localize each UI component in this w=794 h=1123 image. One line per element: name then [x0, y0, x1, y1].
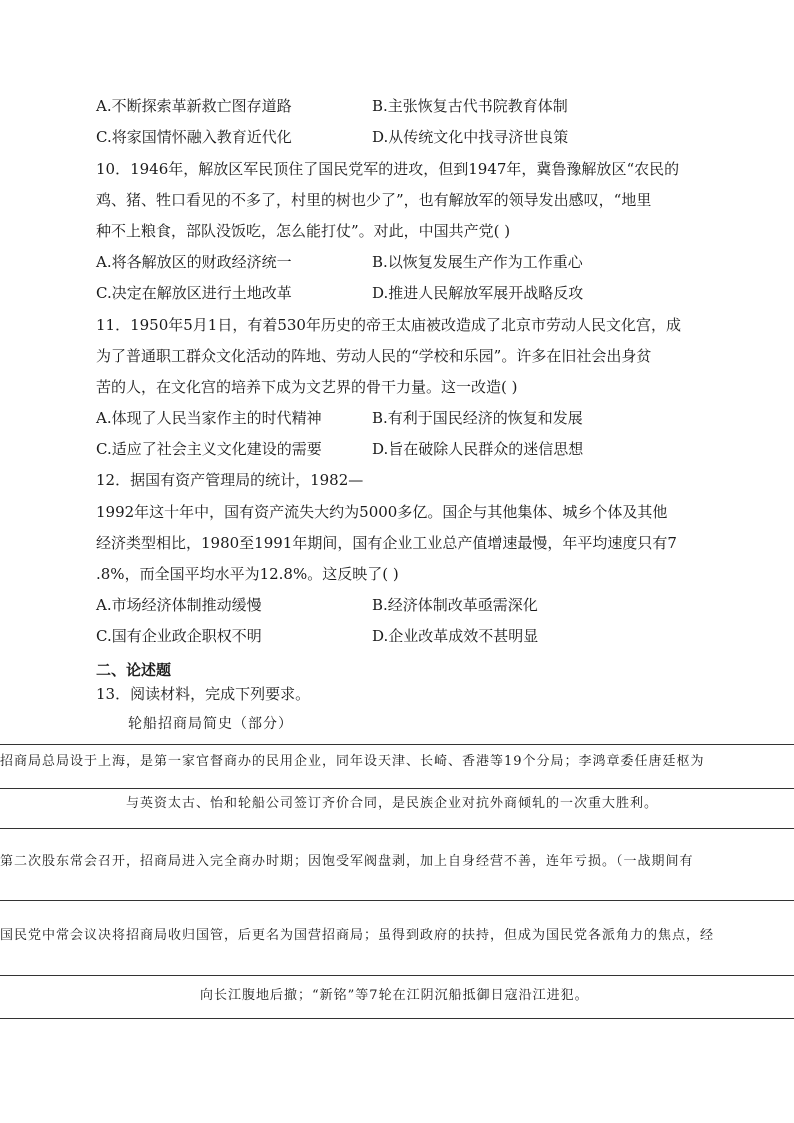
- q12-option-a: A.市场经济体制推动缓慢: [96, 596, 262, 614]
- q13-prompt: 13．阅读材料，完成下列要求。: [96, 685, 311, 703]
- table-rule: [0, 900, 794, 901]
- q12-option-b: B.经济体制改革亟需深化: [372, 596, 538, 614]
- table-rule: [0, 788, 794, 789]
- q12-stem-line-4: .8%，而全国平均水平为12.8%。这反映了( ): [96, 565, 399, 583]
- q9-option-d: D.从传统文化中找寻济世良策: [372, 128, 569, 146]
- table-row-3-text: 第二次股东常会召开，招商局进入完全商办时期；因饱受军阀盘剥，加上自身经营不善，连年亏损。（一战期间有: [0, 854, 694, 869]
- table-row-4-text: 国民党中常会议决将招商局收归国管，后更名为国营招商局；虽得到政府的扶持，但成为国民党各派角力的焦点，经: [0, 928, 715, 943]
- table-rule: [0, 1018, 794, 1019]
- q9-option-b: B.主张恢复古代书院教育体制: [372, 97, 568, 115]
- q10-stem-line-1: 10．1946年，解放区军民顶住了国民党军的进攻，但到1947年，冀鲁豫解放区“农民的: [96, 160, 680, 178]
- table-row-1-text: 招商局总局设于上海，是第一家官督商办的民用企业，同年设天津、长崎、香港等19个分局；李鸿章委任唐廷枢为: [0, 754, 705, 769]
- q9-option-a: A.不断探索革新救亡图存道路: [96, 97, 292, 115]
- table-row-2-text: 与英资太古、怡和轮船公司签订齐价合同，是民族企业对抗外商倾轧的一次重大胜利。: [126, 796, 659, 811]
- q11-stem-line-2: 为了普通职工群众文化活动的阵地、劳动人民的“学校和乐园”。许多在旧社会出身贫: [96, 347, 652, 365]
- q12-stem-line-3: 经济类型相比，1980至1991年期间，国有企业工业总产值增速最慢，年平均速度只有7: [96, 534, 677, 552]
- q11-stem-line-1: 11．1950年5月1日，有着530年历史的帝王太庙被改造成了北京市劳动人民文化宫，成: [96, 316, 681, 334]
- table-row-5-text: 向长江腹地后撤；“新铭”等7轮在江阴沉船抵御日寇沿江进犯。: [200, 988, 589, 1003]
- q12-option-c: C.国有企业政企职权不明: [96, 627, 262, 645]
- q10-option-a: A.将各解放区的财政经济统一: [96, 253, 292, 271]
- q10-option-b: B.以恢复发展生产作为工作重心: [372, 253, 583, 271]
- q10-option-d: D.推进人民解放军展开战略反攻: [372, 284, 584, 302]
- q11-stem-line-3: 苦的人，在文化宫的培养下成为文艺界的骨干力量。这一改造( ): [96, 378, 518, 396]
- table-rule: [0, 828, 794, 829]
- q10-option-c: C.决定在解放区进行土地改革: [96, 284, 292, 302]
- section-heading: 二、论述题: [96, 661, 172, 679]
- q9-option-c: C.将家国情怀融入教育近代化: [96, 128, 292, 146]
- q12-option-d: D.企业改革成效不甚明显: [372, 627, 539, 645]
- q11-option-d: D.旨在破除人民群众的迷信思想: [372, 440, 584, 458]
- table-rule: [0, 975, 794, 976]
- q10-stem-line-3: 种不上粮食，部队没饭吃，怎么能打仗”。对此，中国共产党( ): [96, 222, 511, 240]
- q11-option-c: C.适应了社会主义文化建设的需要: [96, 440, 322, 458]
- table-caption: 轮船招商局简史（部分）: [128, 716, 293, 732]
- table-rule: [0, 744, 794, 745]
- q12-stem-line-1: 12．据国有资产管理局的统计，1982—: [96, 471, 364, 489]
- q11-option-a: A.体现了人民当家作主的时代精神: [96, 409, 322, 427]
- q12-stem-line-2: 1992年这十年中，国有资产流失大约为5000多亿。国企与其他集体、城乡个体及其他: [96, 503, 668, 521]
- q10-stem-line-2: 鸡、猪、牲口看见的不多了，村里的树也少了”，也有解放军的领导发出感叹，“地里: [96, 191, 652, 209]
- q11-option-b: B.有利于国民经济的恢复和发展: [372, 409, 583, 427]
